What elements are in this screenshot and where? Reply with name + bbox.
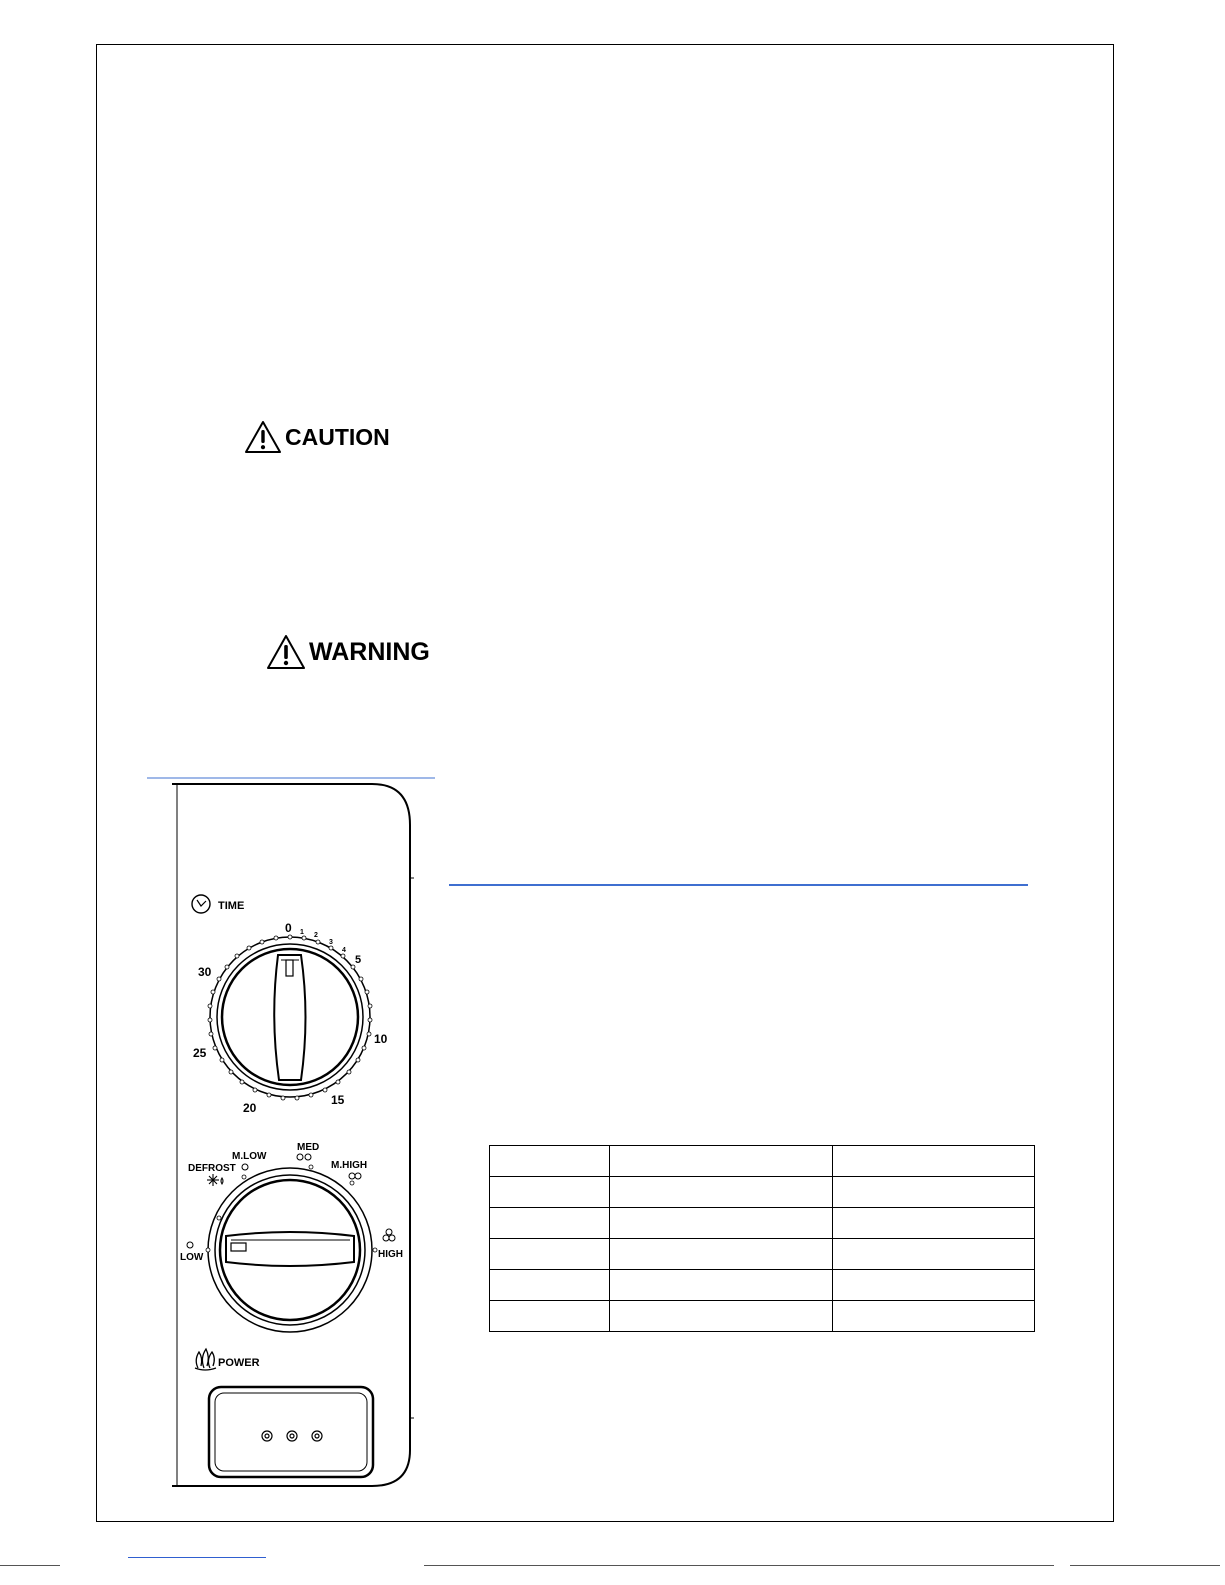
section-rule-right [449,884,1028,886]
warning-heading [266,634,430,670]
table-row [490,1146,1035,1177]
power-level-m-high: M.HIGH [331,1160,368,1171]
table-cell [610,1270,833,1301]
time-mark-2: 2 [314,932,318,939]
power-level-med: MED [297,1142,320,1153]
power-label: POWER [218,1357,260,1369]
caution-heading [244,420,390,454]
table-cell [610,1177,833,1208]
time-mark-25: 25 [193,1046,207,1060]
table-cell [610,1301,833,1332]
time-label: TIME [218,900,245,912]
caution-label: CAUTION [285,423,390,450]
table-cell [490,1146,610,1177]
time-mark-30: 30 [198,965,212,979]
table-row [490,1208,1035,1239]
power-level-high: HIGH [378,1249,403,1260]
table-cell [490,1301,610,1332]
footer-rule [424,1565,1054,1566]
table-row [490,1177,1035,1208]
timer-dial[interactable] [208,935,372,1100]
table-cell [490,1208,610,1239]
warning-label: WARNING [309,637,430,666]
table-cell [833,1270,1035,1301]
table-cell [833,1146,1035,1177]
table-cell [833,1177,1035,1208]
footer-fragment [0,1565,60,1566]
time-mark-20: 20 [243,1101,257,1115]
table-cell [490,1239,610,1270]
section-rule-left [147,777,435,779]
warning-triangle-icon [266,634,306,670]
table-cell [610,1239,833,1270]
warning-triangle-icon [244,420,282,454]
table-row [490,1270,1035,1301]
table-cell [490,1270,610,1301]
time-mark-4: 4 [342,947,346,954]
time-mark-1: 1 [300,929,304,936]
table-cell [833,1301,1035,1332]
table-cell [610,1208,833,1239]
snowflake-icon [207,1174,223,1186]
power-dial[interactable] [206,1165,377,1332]
table-cell [833,1208,1035,1239]
footer-link[interactable] [128,1557,266,1558]
footer-fragment [1070,1565,1220,1566]
power-level-defrost: DEFROST [188,1163,236,1174]
time-mark-10: 10 [374,1032,388,1046]
time-mark-3: 3 [329,939,333,946]
time-mark-0: 0 [285,921,292,935]
table-row [490,1301,1035,1332]
power-level-table [489,1145,1035,1332]
door-release-button[interactable] [209,1387,373,1477]
table-cell [490,1177,610,1208]
clock-icon [192,895,210,913]
table-cell [610,1146,833,1177]
time-mark-5: 5 [355,954,362,966]
power-wave-icon [195,1349,216,1370]
table-row [490,1239,1035,1270]
table-cell [833,1239,1035,1270]
power-level-m-low: M.LOW [232,1151,267,1162]
control-panel-illustration [160,780,422,1490]
time-mark-15: 15 [331,1093,345,1107]
power-level-low: LOW [180,1252,204,1263]
